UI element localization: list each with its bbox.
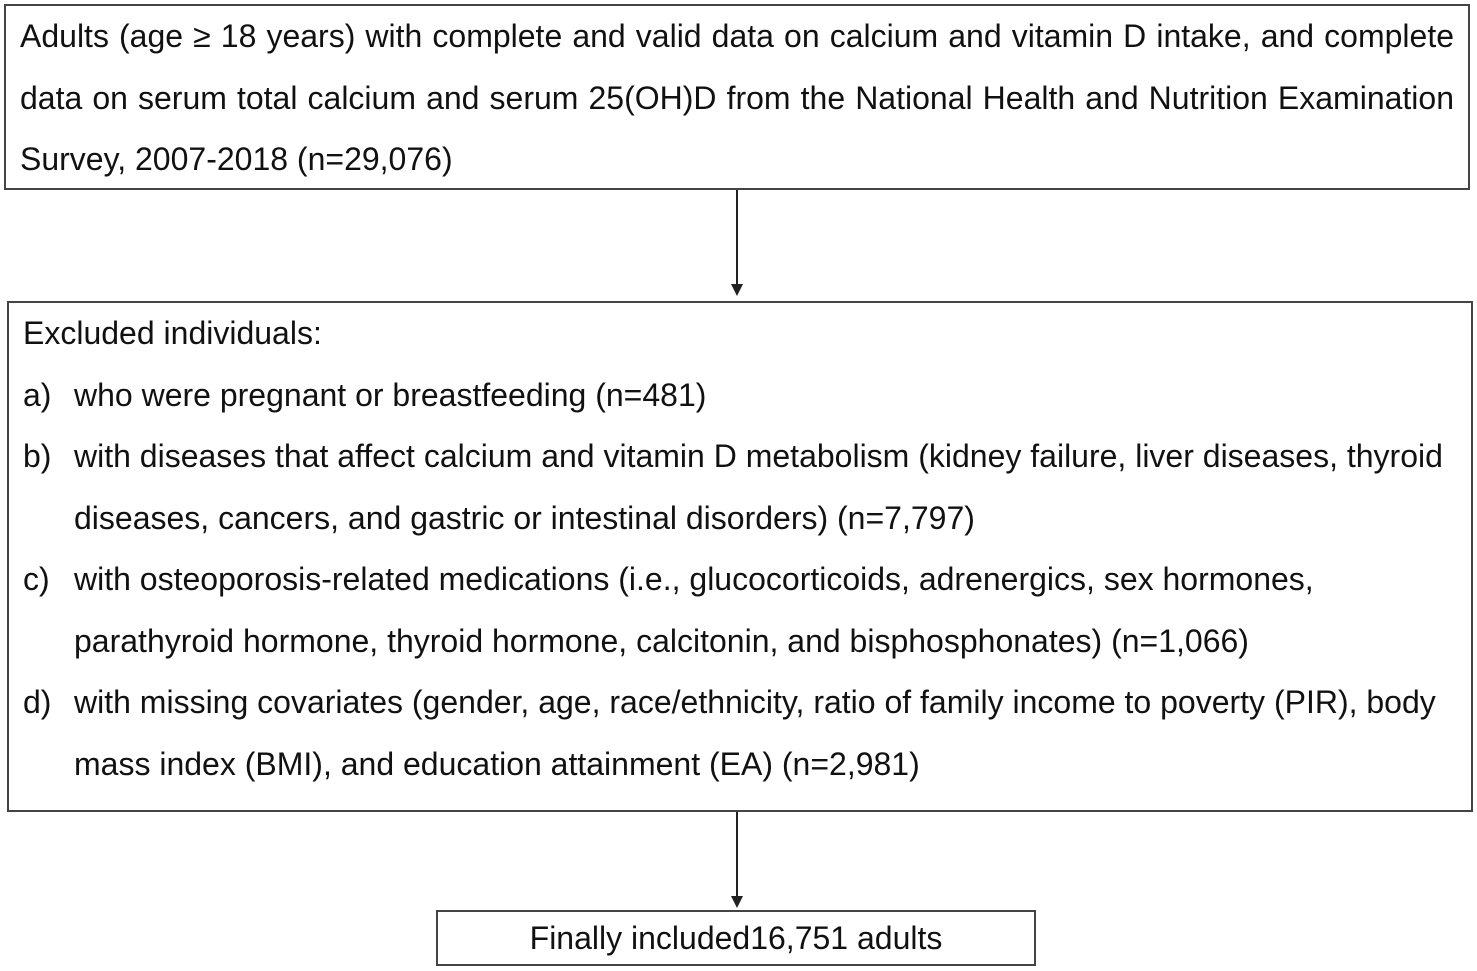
exclusion-item-text: who were pregnant or breastfeeding (n=481) <box>74 376 707 413</box>
eligible-population-box <box>4 4 1470 190</box>
arrow-top-to-exclusion <box>731 190 743 296</box>
final-sample-box <box>436 910 1036 966</box>
exclusion-criteria-box <box>7 301 1473 812</box>
exclusion-heading: Excluded individuals: <box>23 315 322 351</box>
eligible-population-text: Adults (age ≥ 18 years) with complete and valid data on calcium and vitamin D intake, and complete data on serum total calcium and serum 25(OH)D from the National Health and Nutrition Examination Survey, 2007-2018 (n=29,076) <box>20 18 1454 177</box>
exclusion-item-c <box>23 549 1457 672</box>
exclusion-list <box>23 365 1457 796</box>
exclusion-item-text: with missing covariates (gender, age, race/ethnicity, ratio of family income to poverty (PIR), body mass index (BMI), and education attainment (EA) (n=2,981) <box>74 684 1436 782</box>
exclusion-item-d <box>23 672 1457 795</box>
final-sample-text: Finally included16,751 adults <box>529 920 943 956</box>
exclusion-item-a <box>23 365 1457 427</box>
exclusion-marker: a) <box>23 376 52 413</box>
exclusion-marker: c) <box>23 561 50 597</box>
exclusion-item-text: with osteoporosis-related medications (i.e., glucocorticoids, adrenergics, sex hormones, parathyroid hormone, thyroid hormone, calcitonin, and bisphosphonates) (n=1,066) <box>74 561 1314 659</box>
arrow-exclusion-to-result <box>731 812 743 908</box>
exclusion-marker: b) <box>23 438 52 474</box>
exclusion-item-text: with diseases that affect calcium and vitamin D metabolism (kidney failure, liver diseases, thyroid diseases, cancers, and gastric or intestinal disorders) (n=7,797) <box>74 438 1443 536</box>
exclusion-marker: d) <box>23 684 52 720</box>
exclusion-item-b <box>23 426 1457 549</box>
